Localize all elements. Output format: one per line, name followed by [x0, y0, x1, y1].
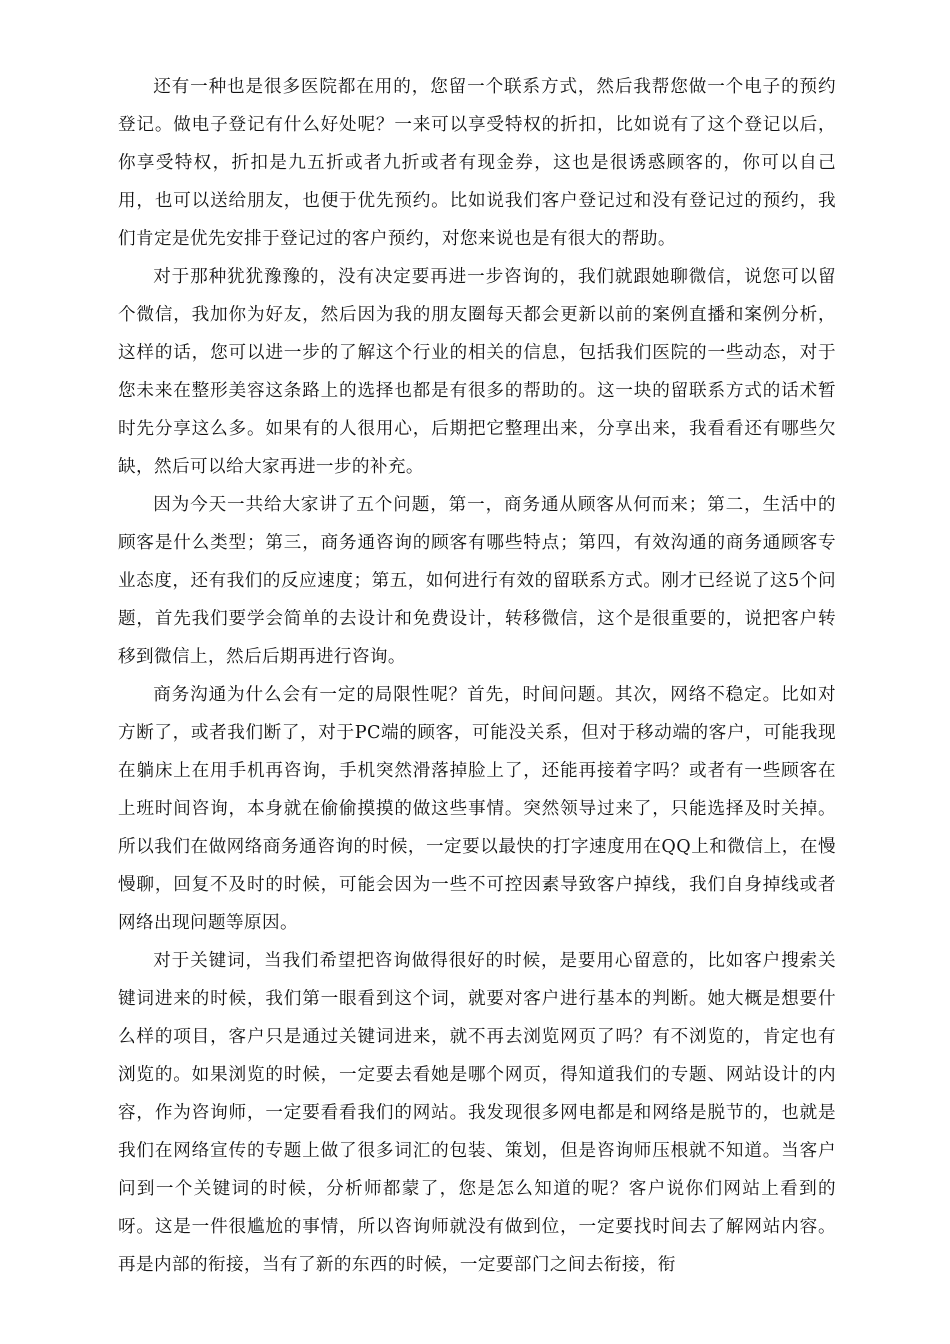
paragraph-3: 因为今天一共给大家讲了五个问题，第一，商务通从顾客从何而来；第二，生活中的顾客是什么类型；第三，商务通咨询的顾客有哪些特点；第四，有效沟通的商务通顾客专业态度，还有我们的反应速度；第五，如何进行有效的留联系方式。刚才已经说了这5个问题，首先我们要学会简单的去设计和免费设计，转移微信，这个是很重要的，说把客户转移到微信上，然后后期再进行咨询。 [118, 495, 836, 667]
paragraph-5: 对于关键词，当我们希望把咨询做得很好的时候，是要用心留意的，比如客户搜索关键词进来的时候，我们第一眼看到这个词，就要对客户进行基本的判断。她大概是想要什么样的项目，客户只是通过关键词进来，就不再去浏览网页了吗？有不浏览的，肯定也有浏览的。如果浏览的时候，一定要去看她是哪个网页，得知道我们的专题、网站设计的内容，作为咨询师，一定要看看我们的网站。我发现很多网电都是和网络是脱节的，也就是我们在网络宣传的专题上做了很多词汇的包装、策划，但是咨询师压根就不知道。当客户问到一个关键词的时候，分析师都蒙了，您是怎么知道的呢？客户说你们网站上看到的呀。这是一件很尴尬的事情，所以咨询师就没有做到位，一定要找时间去了解网站内容。再是内部的衔接，当有了新的东西的时候，一定要部门之间去衔接，衔 [118, 951, 836, 1275]
document-body [118, 68, 836, 1284]
paragraph-2: 对于那种犹犹豫豫的，没有决定要再进一步咨询的，我们就跟她聊微信，说您可以留个微信，我加你为好友，然后因为我的朋友圈每天都会更新以前的案例直播和案例分析，这样的话，您可以进一步的了解这个行业的相关的信息，包括我们医院的一些动态，对于您未来在整形美容这条路上的选择也都是有很多的帮助的。这一块的留联系方式的话术暂时先分享这么多。如果有的人很用心，后期把它整理出来，分享出来，我看看还有哪些欠缺，然后可以给大家再进一步的补充。 [118, 267, 836, 477]
paragraph-1: 还有一种也是很多医院都在用的，您留一个联系方式，然后我帮您做一个电子的预约登记。做电子登记有什么好处呢？一来可以享受特权的折扣，比如说有了这个登记以后，你享受特权，折扣是九五折或者九折或者有现金券，这也是很诱惑顾客的，你可以自己用，也可以送给朋友，也便于优先预约。比如说我们客户登记过和没有登记过的预约，我们肯定是优先安排于登记过的客户预约，对您来说也是有很大的帮助。 [118, 77, 836, 249]
paragraph-4: 商务沟通为什么会有一定的局限性呢？首先，时间问题。其次，网络不稳定。比如对方断了，或者我们断了，对于PC端的顾客，可能没关系，但对于移动端的客户，可能我现在躺床上在用手机再咨询，手机突然滑落掉脸上了，还能再接着字吗？或者有一些顾客在上班时间咨询，本身就在偷偷摸摸的做这些事情。突然领导过来了，只能选择及时关掉。所以我们在做网络商务通咨询的时候，一定要以最快的打字速度用在QQ上和微信上，在慢慢聊，回复不及时的时候，可能会因为一些不可控因素导致客户掉线，我们自身掉线或者网络出现问题等原因。 [118, 685, 836, 933]
